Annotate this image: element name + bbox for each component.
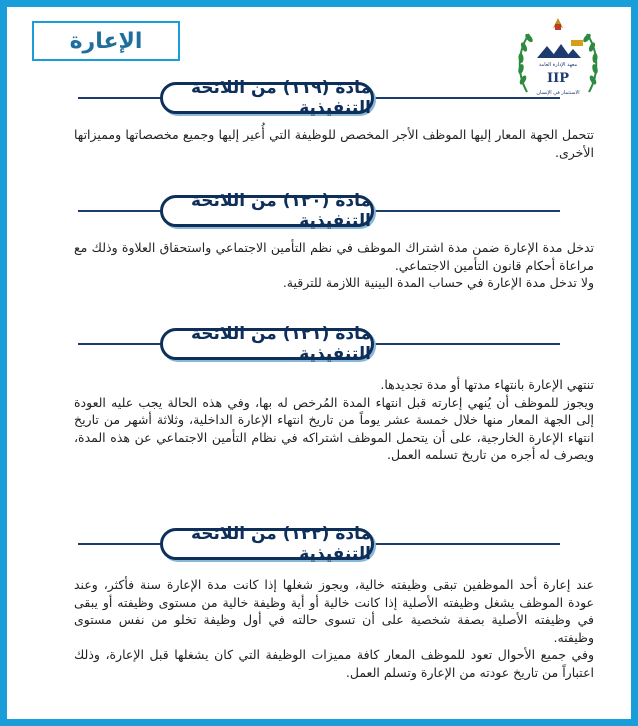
article-122 <box>0 526 638 681</box>
logo-monogram: IIP <box>547 71 569 86</box>
article-body <box>74 376 594 464</box>
pyramids-icon <box>537 40 583 58</box>
article-heading-bar <box>0 326 638 362</box>
article-120 <box>0 193 638 292</box>
article-paragraph: تتحمل الجهة المعار إليها الموظف الأجر المخصص للوظيفة التي أُعير إليها وجميع مخصصاتها ومميزاتها الأخرى. <box>74 127 594 160</box>
article-paragraph: ويجوز للموظف أن يُنهي إعارته قبل انتهاء المدة المُرخص له بها، وفي هذه الحالة يجب عليه العودة إلى الجهة المعار منها خلال خمسة عشر يوماً من تاريخ انتهاء الإعارة الداخلية، وثلاثة أشهر من تاريخ انتهاء الإعارة الخارجية، على أن يتحمل الموظف اشتراكه في نظام التأمين الاجتماعي عن هذه المدة، ويصرف له أجره من تاريخ تسلمه العمل. <box>74 394 594 462</box>
article-heading-bar <box>0 526 638 562</box>
article-paragraph: وفي جميع الأحوال تعود للموظف المعار كافة مميزات الوظيفة التي كان يشغلها قبل الإعارة، وذلك اعتباراً من تاريخ عودته من الإعارة وتسلم العمل. <box>74 647 594 680</box>
article-heading: مادة (١٢١) من اللائحة التنفيذية <box>160 328 374 360</box>
article-heading: مادة (١١٩) من اللائحة التنفيذية <box>160 82 374 114</box>
article-119 <box>0 80 638 161</box>
page-title: الإعارة <box>32 21 180 61</box>
article-paragraph: ولا تدخل مدة الإعارة في حساب المدة البينية اللازمة للترقية. <box>282 275 594 290</box>
article-body <box>74 239 594 292</box>
eagle-emblem-icon <box>553 18 563 30</box>
logo-motto: الاستثمار في الإنسان <box>536 90 580 96</box>
article-heading: مادة (١٢٠) من اللائحة التنفيذية <box>160 195 374 227</box>
article-heading-bar <box>0 193 638 229</box>
article-paragraph: عند إعارة أحد الموظفين تبقى وظيفته خالية، ويجوز شغلها إذا كانت مدة الإعارة سنة فأكثر، وعند عودة الموظف يشغل وظيفته الأصلية إذا كانت خالية أو أية وظيفة خالية من مستوى وظيفته أو يبقى في وظيفته الأصلية بصفة شخصية على أن تسوى حالته في أول وظيفة تخلو من نفس مستوى وظيفته. <box>74 577 594 645</box>
logo-arc-text: معهد الإدارة العامة <box>538 62 578 68</box>
article-body <box>74 576 594 681</box>
article-heading-bar <box>0 80 638 116</box>
article-body <box>74 126 594 161</box>
article-paragraph: تنتهي الإعارة بانتهاء مدتها أو مدة تجديدها. <box>380 377 594 392</box>
article-paragraph: تدخل مدة الإعارة ضمن مدة اشتراك الموظف في نظم التأمين الاجتماعي واستحقاق العلاوة وذلك مع مراعاة أحكام قانون التأمين الاجتماعي. <box>74 240 594 273</box>
article-heading: مادة (١٢٢) من اللائحة التنفيذية <box>160 528 374 560</box>
article-121 <box>0 326 638 464</box>
